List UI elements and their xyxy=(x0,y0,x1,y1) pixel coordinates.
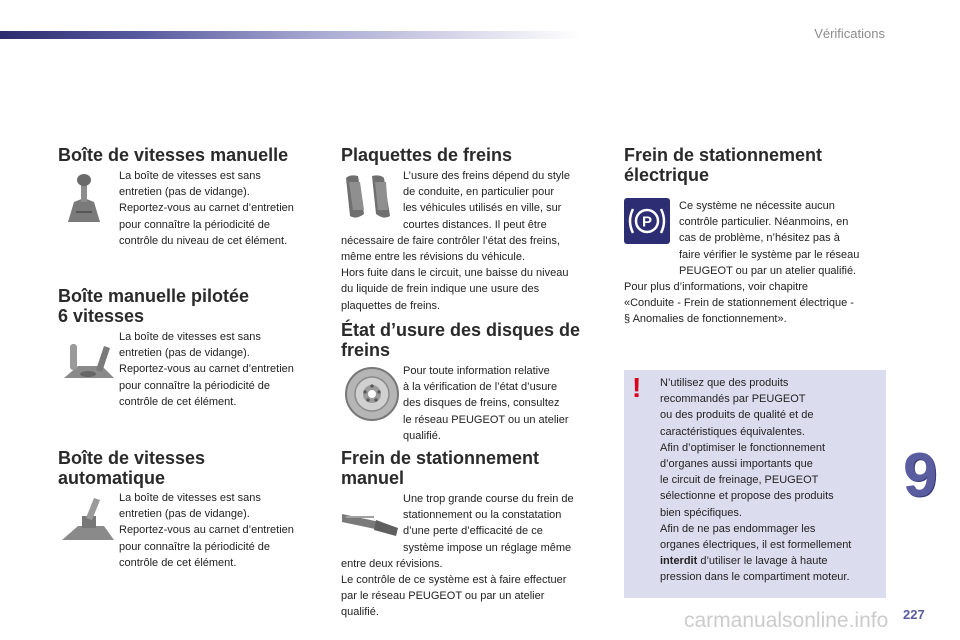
brake-pads-line: L’usure des freins dépend du style xyxy=(403,170,570,182)
discs-line: Pour toute information relative xyxy=(403,365,550,377)
auto-gearbox-title-line: automatique xyxy=(58,468,166,488)
auto-gearbox-title xyxy=(58,448,205,488)
section-title: Vérifications xyxy=(814,26,885,41)
piloted-gearbox-line: entretien (pas de vidange). xyxy=(119,347,250,360)
manual-parking-line: entre deux révisions. xyxy=(341,557,443,570)
auto-gearbox-line: Reportez-vous au carnet d’entretien xyxy=(119,524,294,537)
electric-parking-line: faire vérifier le système par le réseau xyxy=(679,248,860,261)
electric-parking-line: «Conduite - Frein de stationnement électrique - xyxy=(624,297,854,310)
discs-line: à la vérification de l’état d’usure xyxy=(403,381,558,394)
auto-gearbox-line: entretien (pas de vidange). xyxy=(119,508,250,521)
brake-pads-line: même entre les révisions du véhicule. xyxy=(341,251,526,264)
electric-parking-line: Ce système ne nécessite aucun xyxy=(679,200,835,212)
warning-line: sélectionne et propose des produits xyxy=(660,490,834,503)
brake-pads-line: de conduite, en particulier pour xyxy=(403,186,555,199)
manual-gearbox-title: Boîte de vitesses manuelle xyxy=(58,145,289,165)
piloted-gearbox-title-line: Boîte manuelle pilotée xyxy=(58,286,250,306)
piloted-gearbox-line: Reportez-vous au carnet d’entretien xyxy=(119,363,294,376)
warning-line: d’organes aussi importants que xyxy=(660,458,813,471)
electric-parking-line: § Anomalies de fonctionnement». xyxy=(624,313,787,326)
automatic-selector-icon xyxy=(60,496,116,544)
warning-line: recommandés par PEUGEOT xyxy=(660,393,806,406)
header-gradient-bar xyxy=(0,31,580,39)
manual-parking-line: stationnement ou la constatation xyxy=(403,509,562,522)
manual-parking-title-line: Frein de stationnement xyxy=(341,448,540,468)
auto-gearbox-line: pour connaître la périodicité de xyxy=(119,540,271,553)
manual-parking-line: Le contrôle de ce système est à faire effectuer xyxy=(341,574,567,587)
electric-parking-title xyxy=(624,145,822,185)
manual-gearbox-line: contrôle du niveau de cet élément. xyxy=(119,234,288,247)
watermark: carmanualsonline.info xyxy=(684,609,889,632)
electric-parking-line: contrôle particulier. Néanmoins, en xyxy=(679,216,849,229)
brake-pads-line: nécessaire de faire contrôler l’état des freins, xyxy=(341,234,560,247)
manual-parking-line: d’une perte d’efficacité de ce xyxy=(403,525,543,538)
manual-gear-lever-icon xyxy=(62,172,106,226)
discs-line: le réseau PEUGEOT ou un atelier xyxy=(403,413,569,426)
manual-parking-line: système impose un réglage même xyxy=(403,541,572,554)
warning-bold-word: interdit xyxy=(660,555,698,568)
electric-parking-line: PEUGEOT ou par un atelier qualifié. xyxy=(679,264,857,277)
auto-gearbox-title-line: Boîte de vitesses xyxy=(58,448,206,468)
electric-parking-title-line: électrique xyxy=(624,165,710,185)
warning-line: ou des produits de qualité et de xyxy=(660,409,814,422)
manual-gearbox-line: La boîte de vitesses est sans xyxy=(119,170,261,182)
warning-line: le circuit de freinage, PEUGEOT xyxy=(660,474,819,487)
electric-parking-title-line: Frein de stationnement xyxy=(624,145,823,165)
discs-title-line: État d’usure des disques de xyxy=(341,320,581,340)
page-number: 227 xyxy=(903,607,925,622)
discs-line: des disques de freins, consultez xyxy=(403,397,560,410)
manual-parking-title-line: manuel xyxy=(341,468,405,488)
discs-line: qualifié. xyxy=(403,429,441,442)
piloted-gearbox-line: contrôle de cet élément. xyxy=(119,395,237,408)
piloted-gearbox-line: pour connaître la périodicité de xyxy=(119,379,271,392)
manual-parking-line: qualifié. xyxy=(341,606,379,619)
auto-gearbox-line: contrôle de cet élément. xyxy=(119,556,237,569)
manual-parking-title xyxy=(341,448,539,488)
brake-pads-title: Plaquettes de freins xyxy=(341,145,513,165)
brake-pads-line: courtes distances. Il peut être xyxy=(403,218,547,231)
svg-text:P: P xyxy=(641,213,653,231)
brake-disc-icon xyxy=(344,366,400,422)
piloted-gearbox-title-line: 6 vitesses xyxy=(58,306,145,326)
piloted-gearbox-icon xyxy=(60,338,116,384)
piloted-gearbox-title xyxy=(58,286,249,326)
manual-gearbox-line: pour connaître la périodicité de xyxy=(119,218,271,231)
discs-title xyxy=(341,320,580,360)
brake-pads-line: les véhicules utilisés en ville, sur xyxy=(403,202,562,215)
brake-pads-line: Hors fuite dans le circuit, une baisse du niveau xyxy=(341,267,569,280)
manual-gearbox-line: entretien (pas de vidange). xyxy=(119,186,250,199)
manual-gearbox-line: Reportez-vous au carnet d’entretien xyxy=(119,202,294,215)
warning-line xyxy=(660,553,884,569)
warning-line: bien spécifiques. xyxy=(660,506,742,519)
brake-pads-line: du liquide de frein indique une usure des xyxy=(341,283,540,296)
warning-exclamation-icon: ! xyxy=(632,372,642,403)
electric-parking-line: Pour plus d’informations, voir chapitre xyxy=(624,281,809,294)
warning-line: Afin de ne pas endommager les xyxy=(660,522,816,535)
auto-gearbox-line: La boîte de vitesses est sans xyxy=(119,492,261,504)
chapter-number: 9 xyxy=(903,441,938,510)
piloted-gearbox-line: La boîte de vitesses est sans xyxy=(119,331,261,343)
manual-parking-line: Une trop grande course du frein de xyxy=(403,493,574,505)
warning-line: organes électriques, il est formellement xyxy=(660,539,852,552)
manual-parking-line: par le réseau PEUGEOT ou par un atelier xyxy=(341,590,545,603)
warning-line: N’utilisez que des produits xyxy=(660,377,789,389)
discs-title-line: freins xyxy=(341,340,391,360)
electric-parking-line: cas de problème, n’hésitez pas à xyxy=(679,232,840,245)
warning-line-tail: d’utiliser le lavage à haute xyxy=(697,555,828,568)
warning-line: pression dans le compartiment moteur. xyxy=(660,571,850,584)
brake-pads-line: plaquettes de freins. xyxy=(341,299,441,312)
warning-line: caractéristiques équivalentes. xyxy=(660,425,805,438)
warning-line: Afin d’optimiser le fonctionnement xyxy=(660,441,826,454)
